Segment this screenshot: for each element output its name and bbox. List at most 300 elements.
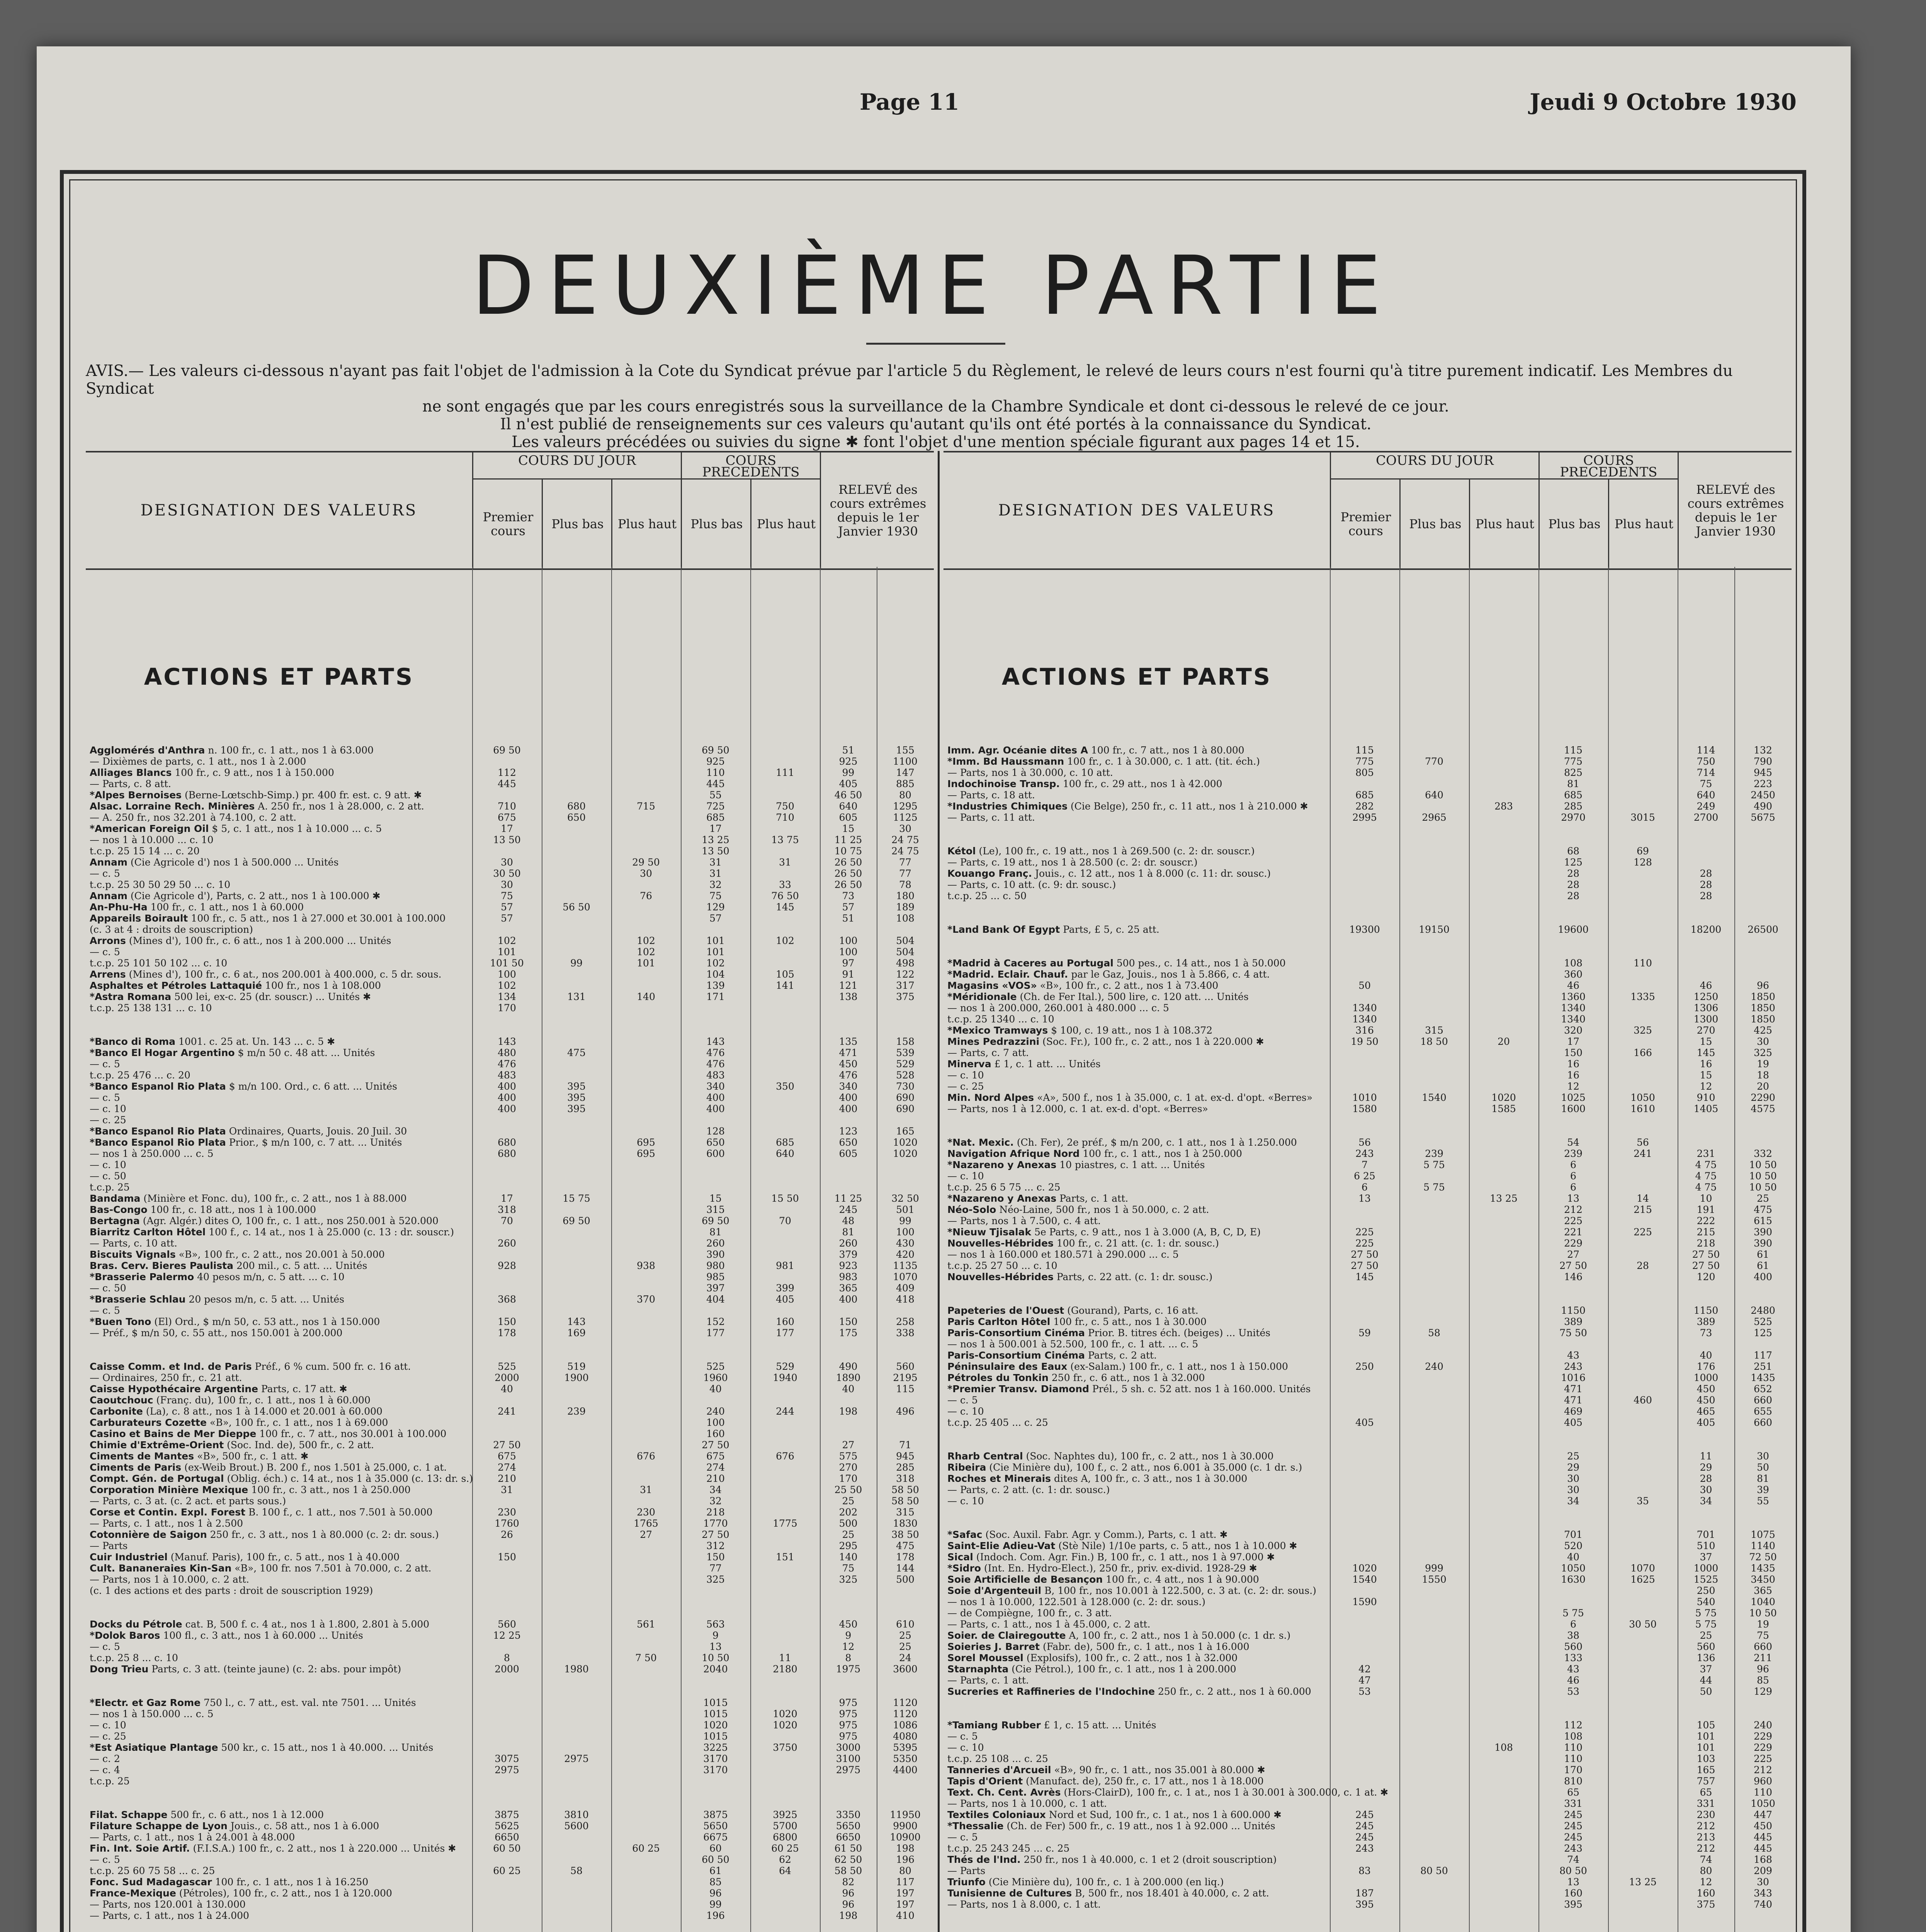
price-prec-plus-bas: 27 50 [702, 1529, 729, 1540]
price-releve-plus-bas: 202 [839, 1507, 858, 1518]
price-prec-plus-bas: 146 [1564, 1271, 1583, 1282]
price-releve-plus-haut: 1120 [893, 1708, 918, 1719]
table-row [86, 991, 934, 1002]
security-designation [947, 1809, 1318, 1820]
table-row [943, 1395, 1792, 1406]
security-name: *Banco Espanol Rio Plata [90, 1126, 226, 1137]
price-prec-plus-bas: 405 [1564, 1417, 1583, 1428]
price-prec-plus-haut: 225 [1634, 1226, 1652, 1238]
price-releve-plus-haut: 229 [1754, 1742, 1772, 1753]
prec-plus-bas-header: Plus bas [681, 480, 751, 568]
table-row [943, 1114, 1792, 1137]
table-row [943, 1776, 1792, 1787]
security-description: (Pétroles), 100 fr., c. 2 att., nos 1 à 120.000 [179, 1888, 392, 1899]
security-description: — Parts, nos 1 à 30.000, c. 10 att. [947, 767, 1113, 778]
security-designation [947, 1888, 1318, 1899]
security-description: t.c.p. 25 243 245 ... c. 25 [947, 1843, 1070, 1854]
price-prec-plus-bas: 1360 [1561, 991, 1586, 1002]
price-premier-cours: 1590 [1352, 1596, 1377, 1607]
table-row [943, 1036, 1792, 1047]
price-releve-plus-bas: 575 [839, 1451, 858, 1462]
price-prec-plus-haut: 35 [1637, 1495, 1649, 1507]
price-prec-plus-bas: 13 50 [702, 845, 729, 857]
security-name: Arrons [90, 935, 126, 946]
table-row [943, 924, 1792, 935]
price-releve-plus-haut: 1120 [893, 1697, 918, 1708]
security-designation [90, 1282, 461, 1294]
plus-bas-header: Plus bas [542, 480, 612, 568]
security-description: t.c.p. 25 1340 ... c. 10 [947, 1014, 1054, 1025]
table-row [86, 1495, 934, 1507]
security-description: 250 fr., c. 6 att., nos 1 à 32.000 [1051, 1372, 1205, 1383]
price-prec-plus-haut: 685 [776, 1137, 794, 1148]
price-premier-cours: 60 50 [493, 1843, 521, 1854]
price-plus-haut: 31 [640, 1484, 652, 1495]
security-designation [947, 1025, 1318, 1036]
security-designation [90, 1563, 461, 1574]
security-name: Nouvelles-Hébrides [947, 1238, 1054, 1249]
price-prec-plus-bas: 312 [706, 1540, 725, 1551]
price-releve-plus-bas: 26 50 [834, 868, 862, 879]
price-plus-bas: 99 [570, 957, 583, 969]
price-releve-plus-haut: 197 [896, 1888, 915, 1899]
security-description: 100 fr., c. 3 att., nos 1 à 250.000 [251, 1484, 411, 1495]
section-label: ACTIONS ET PARTS [1001, 663, 1272, 690]
security-name: *Madrid. Eclair. Chauf. [947, 969, 1068, 980]
security-designation [90, 823, 461, 834]
security-description: $ 100, c. 19 att., nos 1 à 108.372 [1051, 1025, 1213, 1036]
price-plus-haut: 676 [637, 1451, 655, 1462]
price-premier-cours: 1580 [1352, 1103, 1377, 1114]
security-description: — c. 5 [90, 1641, 120, 1652]
security-designation [90, 1092, 461, 1103]
security-name: Bertagna [90, 1215, 140, 1226]
table-row [86, 1641, 934, 1652]
price-releve-plus-bas: 245 [839, 1204, 858, 1215]
security-description: — Parts, c. 7 att. [947, 1047, 1029, 1058]
security-description: — Parts, c. 1 att., nos 1 à 2.500 [90, 1518, 243, 1529]
table-row [943, 1327, 1792, 1338]
price-plus-bas: 1540 [1422, 1092, 1447, 1103]
table-row [86, 756, 934, 767]
price-releve-plus-bas: 230 [1697, 1809, 1715, 1820]
table-row [943, 890, 1792, 901]
price-plus-haut: 938 [637, 1260, 655, 1271]
price-prec-plus-haut: 110 [1634, 957, 1652, 969]
price-prec-plus-haut: 15 50 [771, 1193, 799, 1204]
security-designation [947, 1742, 1318, 1753]
price-releve-plus-bas: 11 25 [834, 834, 862, 845]
price-releve-plus-haut: 1830 [893, 1518, 918, 1529]
security-designation [90, 1193, 461, 1204]
security-designation [90, 1495, 461, 1507]
table-row [86, 946, 934, 957]
table-row [86, 1832, 934, 1843]
price-prec-plus-haut: 177 [776, 1327, 794, 1338]
price-releve-plus-bas: 975 [839, 1697, 858, 1708]
price-releve-plus-bas: 605 [839, 1148, 858, 1159]
price-releve-plus-haut: 85 [1757, 1675, 1769, 1686]
price-releve-plus-bas: 212 [1697, 1843, 1715, 1854]
table-row [943, 935, 1792, 957]
security-description: — Parts, c. 10 att. [90, 1238, 177, 1249]
table-row [943, 1014, 1792, 1025]
security-description: t.c.p. 25 101 50 102 ... c. 10 [90, 957, 228, 969]
price-prec-plus-bas: 469 [1564, 1406, 1583, 1417]
table-row [86, 857, 934, 868]
price-releve-plus-bas: 365 [839, 1282, 858, 1294]
price-plus-bas: 3810 [564, 1809, 589, 1820]
security-designation [947, 1484, 1318, 1495]
price-releve-plus-bas: 5 75 [1695, 1619, 1717, 1630]
price-releve-plus-haut: 1435 [1751, 1372, 1775, 1383]
security-description: (Hors-ClairD), 100 fr., c. 1 at., nos 1 à 30.001 à 300.000, c. 1 at. ✱ [1064, 1787, 1389, 1798]
security-description: par le Gaz, Jouis., nos 1 à 5.866, c. 4 att. [1071, 969, 1270, 980]
security-name: Indochinoise Transp. [947, 778, 1060, 789]
price-prec-plus-bas: 96 [709, 1888, 722, 1899]
price-prec-plus-bas: 40 [709, 1383, 722, 1395]
security-name: Paris Carlton Hôtel [947, 1316, 1051, 1327]
security-designation [947, 1182, 1318, 1193]
table-row [86, 1170, 934, 1182]
security-description: 100 fr., c. 5 att., nos 1 à 27.000 et 30.001 à 100.000 [191, 913, 446, 924]
table-row [86, 1820, 934, 1832]
price-premier-cours: 187 [1355, 1888, 1374, 1899]
price-releve-plus-bas: 10 [1700, 1193, 1712, 1204]
price-releve-plus-haut: 445 [1754, 1843, 1772, 1854]
table-row [943, 1025, 1792, 1036]
price-prec-plus-bas: 9 [712, 1630, 719, 1641]
price-releve-plus-haut: 24 75 [891, 834, 919, 845]
price-releve-plus-bas: 175 [839, 1327, 858, 1338]
security-name: Arrens [90, 969, 126, 980]
security-designation [90, 1047, 461, 1058]
price-releve-plus-bas: 150 [839, 1316, 858, 1327]
security-designation [947, 1473, 1318, 1484]
price-prec-plus-bas: 150 [706, 1551, 725, 1563]
price-prec-plus-bas: 471 [1564, 1383, 1583, 1395]
table-row [943, 1585, 1792, 1596]
security-description: (ex-Weib Brout.) B. 200 f., nos 1.501 à 25.000, c. 1 at. [184, 1462, 447, 1473]
table-row [86, 1047, 934, 1058]
price-premier-cours: 395 [1355, 1899, 1374, 1910]
security-description: (Minière et Fonc. du), 100 fr., c. 2 att., nos 1 à 88.000 [143, 1193, 407, 1204]
price-prec-plus-bas: 101 [706, 935, 725, 946]
price-releve-plus-haut: 1850 [1751, 1002, 1775, 1014]
security-description: — c. 5 [90, 868, 120, 879]
security-description: (Mines d'), 100 fr., c. 6 att., nos 1 à 200.000 ... Unités [129, 935, 391, 946]
price-prec-plus-bas: 390 [706, 1249, 725, 1260]
price-premier-cours: 13 [1358, 1193, 1371, 1204]
price-plus-haut: 13 25 [1490, 1193, 1518, 1204]
security-designation [90, 1417, 461, 1428]
table-row [943, 879, 1792, 890]
price-releve-plus-bas: 605 [839, 812, 858, 823]
price-releve-plus-bas: 510 [1697, 1540, 1715, 1551]
price-releve-plus-bas: 136 [1697, 1652, 1715, 1663]
security-description: 750 l., c. 7 att., est. val. nte 7501. ... Unités [204, 1697, 416, 1708]
table-row [86, 1563, 934, 1574]
price-premier-cours: 316 [1355, 1025, 1374, 1036]
security-designation [947, 1383, 1318, 1395]
price-releve-plus-haut: 375 [896, 991, 915, 1002]
security-description: — c. 10 [90, 1103, 126, 1114]
security-name: Thés de l'Ind. [947, 1854, 1021, 1865]
security-designation [90, 1731, 461, 1742]
price-releve-plus-bas: 191 [1697, 1204, 1715, 1215]
security-designation [947, 1215, 1318, 1226]
security-designation [947, 1148, 1318, 1159]
table-row [86, 1843, 934, 1854]
security-description: 250 fr., c. 2 att., nos 1 à 60.000 [1158, 1686, 1311, 1697]
price-releve-plus-haut: 189 [896, 901, 915, 913]
security-designation [947, 1820, 1318, 1832]
price-prec-plus-bas: 77 [709, 1563, 722, 1574]
security-designation [90, 1260, 461, 1271]
security-designation [90, 1843, 461, 1854]
table-row [943, 980, 1792, 991]
price-releve-plus-bas: 212 [1697, 1820, 1715, 1832]
price-releve-plus-haut: 71 [899, 1439, 911, 1451]
security-description: — Parts, c. 3 at. (c. 2 act. et parts sous.) [90, 1495, 286, 1507]
table-row [943, 1193, 1792, 1204]
security-description: t.c.p. 25 [90, 1776, 130, 1787]
price-plus-bas: 56 50 [563, 901, 590, 913]
price-prec-plus-bas: 483 [706, 1070, 725, 1081]
security-description: (F.I.S.A.) 100 fr., c. 2 att., nos 1 à 220.000 ... Unités ✱ [193, 1843, 456, 1854]
security-description: — c. 5 [947, 1731, 978, 1742]
price-plus-bas: 239 [1425, 1148, 1443, 1159]
security-designation [947, 745, 1318, 756]
table-row [943, 1798, 1792, 1809]
price-prec-plus-bas: 34 [1567, 1495, 1579, 1507]
security-name: Paris-Consortium Cinéma [947, 1350, 1085, 1361]
prec-plus-bas-header: Plus bas [1538, 480, 1609, 568]
plus-haut-header: Plus haut [611, 480, 682, 568]
security-description: «B», 100 fr., c. 2 att., nos 20.001 à 50.000 [178, 1249, 385, 1260]
security-description: 100 fr., c. 9 att., nos 1 à 150.000 [175, 767, 334, 778]
table-row [943, 1473, 1792, 1484]
price-premier-cours: 274 [498, 1462, 516, 1473]
price-prec-plus-bas: 243 [1564, 1843, 1583, 1854]
price-prec-plus-bas: 13 [709, 1641, 722, 1652]
price-prec-plus-bas: 81 [709, 1226, 722, 1238]
price-releve-plus-haut: 20 [1757, 1081, 1769, 1092]
table-row [86, 1092, 934, 1103]
security-name: Paris-Consortium Cinéma [947, 1327, 1085, 1338]
price-premier-cours: 6 25 [1354, 1170, 1375, 1182]
price-releve-plus-haut: 1125 [893, 812, 918, 823]
price-premier-cours: 775 [1355, 756, 1374, 767]
security-designation [90, 1204, 461, 1215]
table-row [86, 1540, 934, 1551]
price-releve-plus-bas: 1306 [1693, 1002, 1719, 1014]
table-row [943, 1596, 1792, 1607]
price-prec-plus-bas: 6675 [703, 1832, 728, 1843]
price-releve-plus-haut: 1135 [893, 1260, 918, 1271]
price-prec-plus-bas: 400 [706, 1103, 725, 1114]
security-name: *Buen Tono [90, 1316, 151, 1327]
price-releve-plus-bas: 29 [1700, 1462, 1712, 1473]
security-name: Tapis d'Orient [947, 1776, 1023, 1787]
security-designation [90, 1809, 461, 1820]
security-designation [90, 1126, 461, 1137]
price-releve-plus-haut: 197 [896, 1899, 915, 1910]
price-premier-cours: 19 50 [1351, 1036, 1379, 1047]
price-prec-plus-bas: 1340 [1561, 1002, 1586, 1014]
notice-line: Il n'est publié de renseignements sur ces valeurs qu'autant qu'ils ont été portés à la connaissance du Syndicat. [500, 415, 1372, 433]
security-designation [90, 1372, 461, 1383]
price-releve-plus-bas: 26 50 [834, 857, 862, 868]
price-releve-plus-haut: 690 [896, 1103, 915, 1114]
security-designation [90, 969, 461, 980]
security-designation [947, 1675, 1318, 1686]
price-releve-plus-haut: 30 [1757, 1036, 1769, 1047]
price-releve-plus-haut: 211 [1754, 1652, 1772, 1663]
security-name: Agglomérés d'Anthra [90, 745, 205, 756]
table-row [943, 1888, 1792, 1899]
security-description: Nord et Sud, 100 fr., c. 1 at., nos 1 à 600.000 ✱ [1049, 1809, 1282, 1820]
price-prec-plus-bas: 725 [706, 801, 725, 812]
security-designation [90, 1652, 461, 1663]
price-prec-plus-bas: 80 50 [1559, 1865, 1587, 1876]
price-releve-plus-haut: 58 50 [891, 1484, 919, 1495]
security-designation [947, 1686, 1318, 1697]
price-releve-plus-haut: 2480 [1751, 1305, 1775, 1316]
price-releve-plus-haut: 410 [896, 1910, 915, 1921]
table-row [86, 789, 934, 801]
security-description: 100 fr., c. 7 att., nos 1 à 80.000 [1091, 745, 1244, 756]
price-releve-plus-haut: 251 [1754, 1361, 1772, 1372]
table-row [86, 767, 934, 778]
price-plus-bas: 143 [567, 1316, 586, 1327]
price-releve-plus-haut: 38 50 [891, 1529, 919, 1540]
security-description: t.c.p. 25 60 75 58 ... c. 25 [90, 1865, 215, 1876]
price-prec-plus-bas: 65 [1567, 1787, 1579, 1798]
security-name: *Brasserie Schlau [90, 1294, 186, 1305]
price-plus-haut: 102 [637, 935, 655, 946]
security-name: *Banco di Roma [90, 1036, 176, 1047]
price-releve-plus-haut: 198 [896, 1843, 915, 1854]
price-prec-plus-bas: 5 75 [1562, 1607, 1584, 1619]
price-prec-plus-bas: 10 50 [702, 1652, 729, 1663]
price-releve-plus-haut: 55 [1757, 1495, 1769, 1507]
table-row [86, 980, 934, 991]
security-description: — nos 1 à 160.000 et 180.571 à 290.000 ... c. 5 [947, 1249, 1179, 1260]
security-name: Min. Nord Alpes [947, 1092, 1034, 1103]
table-row [86, 1014, 934, 1036]
security-name: *Safac [947, 1529, 983, 1540]
security-description: 100 f., c. 14 at., nos 1 à 25.000 (c. 13 : dr. souscr.) [209, 1226, 454, 1238]
security-description: £ 1, c. 15 att. ... Unités [1044, 1719, 1156, 1731]
table-row [943, 1103, 1792, 1114]
price-releve-plus-bas: 10 75 [834, 845, 862, 857]
price-releve-plus-haut: 50 [1757, 1462, 1769, 1473]
table-row [943, 1350, 1792, 1361]
price-prec-plus-haut: 28 [1637, 1260, 1649, 1271]
price-prec-plus-bas: 60 [709, 1843, 722, 1854]
table-row [86, 901, 934, 913]
price-prec-plus-bas: 274 [706, 1462, 725, 1473]
price-releve-plus-haut: 332 [1754, 1148, 1772, 1159]
security-designation [947, 1372, 1318, 1383]
price-releve-plus-haut: 81 [1757, 1473, 1769, 1484]
table-row [943, 991, 1792, 1002]
table-row [86, 1731, 934, 1742]
security-designation [90, 1719, 461, 1731]
price-prec-plus-bas: 245 [1564, 1832, 1583, 1843]
security-name: *Premier Transv. Diamond [947, 1383, 1090, 1395]
price-releve-plus-haut: 525 [1754, 1316, 1772, 1327]
security-name: *Banco Espanol Rio Plata [90, 1081, 226, 1092]
price-releve-plus-haut: 10900 [890, 1832, 921, 1843]
price-releve-plus-bas: 120 [1697, 1271, 1715, 1282]
security-description: (Mines d'), 100 fr., c. 6 at., nos 200.001 à 400.000, c. 5 dr. sous. [129, 969, 442, 980]
security-designation [90, 1451, 461, 1462]
security-designation [947, 1204, 1318, 1215]
table-row [86, 1305, 934, 1316]
price-prec-plus-haut: 151 [776, 1551, 794, 1563]
price-releve-plus-haut: 30 [1757, 1876, 1769, 1888]
price-releve-plus-haut: 445 [1754, 1832, 1772, 1843]
price-prec-plus-haut: 69 [1637, 845, 1649, 857]
security-designation [90, 1271, 461, 1282]
releve-header: RELEVÉ des cours extrêmes depuis le 1er Janvier 1930 [1678, 452, 1793, 568]
price-releve-plus-haut: 317 [896, 980, 915, 991]
security-description: Parts, c. 2 att. [1088, 1350, 1157, 1361]
security-description: (Ch. de Fer Ital.), 500 lire, c. 120 att. ... Unités [1020, 991, 1249, 1002]
security-description: (Soc. Auxil. Fabr. Agr. y Comm.), Parts, c. 1 att. ✱ [985, 1529, 1228, 1540]
price-releve-plus-bas: 490 [839, 1361, 858, 1372]
price-releve-plus-bas: 121 [839, 980, 858, 991]
price-releve-plus-haut: 1070 [893, 1271, 918, 1282]
price-prec-plus-bas: 1630 [1561, 1574, 1586, 1585]
price-prec-plus-haut: 1020 [773, 1719, 797, 1731]
price-releve-plus-bas: 213 [1697, 1832, 1715, 1843]
security-description: — Ordinaires, 250 fr., c. 21 att. [90, 1372, 242, 1383]
price-prec-plus-haut: 31 [779, 857, 791, 868]
security-description: — c. 50 [90, 1282, 126, 1294]
price-releve-plus-haut: 400 [1754, 1271, 1772, 1282]
price-prec-plus-haut: 750 [776, 801, 794, 812]
price-releve-plus-bas: 260 [839, 1238, 858, 1249]
price-releve-plus-bas: 27 50 [1692, 1249, 1720, 1260]
price-prec-plus-bas: 19600 [1558, 924, 1589, 935]
price-prec-plus-bas: 27 [1567, 1249, 1579, 1260]
price-plus-haut: 561 [637, 1619, 655, 1630]
price-releve-plus-bas: 73 [842, 890, 855, 901]
table-row [943, 1563, 1792, 1574]
security-designation [90, 1361, 461, 1372]
price-releve-plus-haut: 4575 [1751, 1103, 1775, 1114]
table-row [943, 1697, 1792, 1719]
security-description: (Soc. Fr.), 100 fr., c. 2 att., nos 1 à 220.000 ✱ [1042, 1036, 1264, 1047]
security-description: Parts, c. 17 att. ✱ [261, 1383, 347, 1395]
security-name: *Est Asiatique Plantage [90, 1742, 218, 1753]
price-releve-plus-haut: 1075 [1751, 1529, 1775, 1540]
price-plus-bas: 5 75 [1423, 1182, 1445, 1193]
price-releve-plus-haut: 80 [899, 789, 911, 801]
price-releve-plus-bas: 375 [1697, 1899, 1715, 1910]
price-releve-plus-bas: 97 [842, 957, 855, 969]
price-releve-plus-haut: 10 50 [1749, 1182, 1777, 1193]
security-description: (Cie Pétrol.), 100 fr., c. 1 att., nos 1 à 200.000 [1011, 1663, 1236, 1675]
price-prec-plus-bas: 1600 [1561, 1103, 1586, 1114]
table-row [943, 1338, 1792, 1350]
security-name: Rharb Central [947, 1451, 1023, 1462]
price-releve-plus-bas: 476 [839, 1070, 858, 1081]
price-releve-plus-bas: 170 [839, 1473, 858, 1484]
